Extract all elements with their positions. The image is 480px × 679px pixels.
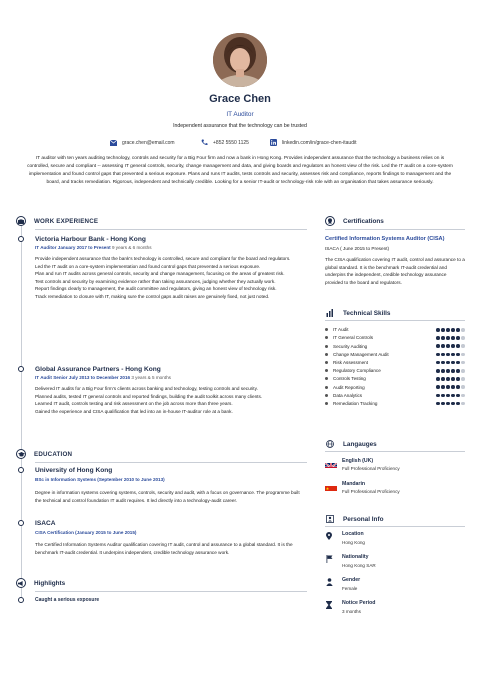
- profile-photo: [213, 33, 267, 87]
- job-bullet: Track remediation to closure with IT, making sure the control gaps audit raises are genuinely fixed, not just noted.: [35, 293, 270, 299]
- job-role-dates: [35, 375, 171, 380]
- rating-dot-filled: [436, 328, 440, 332]
- chart-bars-icon: [325, 308, 335, 318]
- rating-dot-filled: [451, 344, 455, 348]
- section-divider: [325, 526, 465, 527]
- skill-rating: [436, 394, 465, 398]
- notice-period-value: 3 months: [342, 609, 361, 614]
- person-icon: [325, 577, 333, 586]
- skill-rating: [436, 385, 465, 389]
- bullet-icon: [325, 369, 328, 372]
- timeline-dot: [18, 597, 24, 603]
- linkedin-contact[interactable]: [270, 139, 356, 146]
- bullet-icon: [325, 328, 328, 331]
- nationality-value: Hong Kong SAR: [342, 563, 376, 568]
- email-icon: [110, 139, 117, 146]
- skill-rating: [436, 344, 465, 348]
- skill-row: [325, 383, 465, 391]
- rating-dot-empty: [461, 377, 465, 381]
- rating-dot-filled: [456, 336, 460, 340]
- rating-dot-filled: [446, 402, 450, 406]
- rating-dot-filled: [456, 394, 460, 398]
- education-description: Degree in information systems covering systems, controls, security and audit, with a focus on governance. The programme built the technical and control foundation IT audit requires. It led directly into a technology-audit career.: [35, 490, 300, 503]
- rating-dot-filled: [456, 353, 460, 357]
- linkedin-icon: [270, 139, 277, 146]
- bullet-icon: [325, 336, 328, 339]
- rating-dot-filled: [456, 377, 460, 381]
- skill-row: [325, 351, 465, 359]
- skill-name: Security Auditing: [333, 343, 368, 349]
- timeline-dot: [18, 236, 24, 242]
- school-name: University of Hong Kong: [35, 467, 113, 474]
- skill-name: IT General Controls: [333, 335, 374, 341]
- rating-dot-filled: [441, 328, 445, 332]
- section-divider: [35, 591, 307, 592]
- job-employer: Victoria Harbour Bank - Hong Kong: [35, 236, 146, 243]
- personal-info-header: [325, 514, 383, 524]
- rating-dot-filled: [436, 336, 440, 340]
- highlight-item: Caught a serious exposure: [35, 597, 100, 603]
- education-header: [16, 449, 72, 459]
- rating-dot-filled: [451, 394, 455, 398]
- candidate-name: Grace Chen: [209, 93, 271, 105]
- languages-title: Langauges: [343, 440, 377, 448]
- certificate-icon: [325, 216, 335, 226]
- section-divider: [325, 320, 465, 321]
- rating-dot-filled: [446, 336, 450, 340]
- timeline-dot: [18, 520, 24, 526]
- tagline: Independent assurance that the technology can be trusted: [173, 123, 307, 129]
- section-divider: [325, 229, 465, 230]
- rating-dot-filled: [451, 361, 455, 365]
- job-bullet: Learned IT audit, controls testing and risk assessment on the job across more than three years.: [35, 401, 233, 407]
- rating-dot-filled: [436, 377, 440, 381]
- rating-dot-filled: [436, 394, 440, 398]
- job-role-dates-text: IT Auditor January 2017 to Present: [35, 245, 111, 250]
- rating-dot-filled: [436, 385, 440, 389]
- rating-dot-filled: [446, 385, 450, 389]
- job-bullet: Planned audits, tested IT general controls and reported findings, building the audit toolkit across many clients.: [35, 393, 263, 399]
- rating-dot-filled: [436, 344, 440, 348]
- skill-rating: [436, 328, 465, 332]
- skill-name: Change Management Audit: [333, 351, 389, 357]
- briefcase-icon: [16, 216, 26, 226]
- job-bullet: Led the IT audit on a core-system implementation and found control gaps that prevented a serious exposure.: [35, 263, 261, 269]
- rating-dot-empty: [461, 385, 465, 389]
- cert-title: Certified Information Systems Auditor (CISA): [325, 236, 445, 242]
- rating-dot-filled: [456, 402, 460, 406]
- rating-dot-empty: [461, 336, 465, 340]
- email-contact[interactable]: [110, 139, 175, 146]
- uk-flag-icon: [325, 459, 337, 468]
- location-value: Hong Kong: [342, 540, 365, 545]
- bullet-icon: [325, 353, 328, 356]
- rating-dot-empty: [461, 328, 465, 332]
- job-role-dates: [35, 245, 152, 250]
- timeline-line: [21, 224, 22, 602]
- megaphone-icon: [16, 578, 26, 588]
- job-bullet: Provide independent assurance that the bank's technology is controlled, secure and compliant for the board and regulators.: [35, 256, 291, 261]
- job-bullet: Plan and run IT audits across general controls, security and change management, focusing on the areas of greatest risk.: [35, 271, 285, 277]
- rating-dot-filled: [436, 353, 440, 357]
- school-name: ISACA: [35, 520, 56, 527]
- rating-dot-filled: [446, 394, 450, 398]
- rating-dot-filled: [456, 344, 460, 348]
- gender-label: Gender: [342, 577, 361, 583]
- rating-dot-filled: [451, 377, 455, 381]
- job-description: [35, 255, 307, 301]
- skill-row: [325, 367, 465, 375]
- skill-rating: [436, 361, 465, 365]
- globe-icon: [325, 439, 335, 449]
- skill-row: [325, 392, 465, 400]
- flag-icon: [325, 554, 333, 563]
- personal-info-title: Personal Info: [343, 515, 384, 523]
- rating-dot-filled: [451, 328, 455, 332]
- language-name: English (UK): [342, 458, 374, 464]
- degree-detail: CISA Certification (January 2015 to June 2015): [35, 530, 137, 535]
- skill-row: [325, 359, 465, 367]
- rating-dot-filled: [451, 402, 455, 406]
- skill-rating: [436, 402, 465, 406]
- bullet-icon: [325, 394, 328, 397]
- timeline-dot: [18, 366, 24, 372]
- skill-name: Audit Reporting: [333, 384, 365, 390]
- certifications-header: [325, 216, 384, 226]
- id-card-icon: [325, 514, 335, 524]
- certifications-title: Certifications: [343, 217, 384, 225]
- location-pin-icon: [325, 531, 333, 540]
- rating-dot-filled: [446, 328, 450, 332]
- rating-dot-filled: [451, 369, 455, 373]
- email-text: grace.chen@email.com: [122, 139, 175, 146]
- rating-dot-empty: [461, 369, 465, 373]
- skill-row: [325, 375, 465, 383]
- cert-org-dates: ISACA ( June 2015 to Present): [325, 246, 390, 251]
- cert-description: The CISA qualification covering IT audit, control and assurance to a global standard. It is the benchmark IT-audit credential and underpins the independent, credible technology assurance provided to the board and regulators.: [325, 257, 465, 285]
- skill-row: [325, 326, 465, 334]
- highlights-title: Highlights: [34, 579, 66, 587]
- language-level: Full Professional Proficiency: [342, 489, 400, 494]
- bullet-icon: [325, 386, 328, 389]
- rating-dot-filled: [446, 361, 450, 365]
- skill-name: Data Analytics: [333, 392, 363, 398]
- rating-dot-filled: [446, 369, 450, 373]
- language-level: Full Professional Proficiency: [342, 466, 400, 471]
- rating-dot-filled: [441, 402, 445, 406]
- rating-dot-filled: [441, 377, 445, 381]
- graduation-cap-icon: [16, 449, 26, 459]
- job-description: [35, 385, 307, 415]
- bullet-icon: [325, 377, 328, 380]
- education-title: EDUCATION: [34, 450, 73, 458]
- rating-dot-empty: [461, 394, 465, 398]
- rating-dot-filled: [446, 377, 450, 381]
- job-bullet: Test controls and security by examining evidence rather than taking assurances, judging whether they actually work.: [35, 278, 276, 284]
- skill-name: IT Audit: [333, 327, 349, 333]
- rating-dot-filled: [441, 369, 445, 373]
- rating-dot-filled: [441, 394, 445, 398]
- job-title: IT Auditor: [226, 111, 254, 118]
- skill-row: [325, 334, 465, 342]
- section-divider: [35, 229, 307, 230]
- skills-header: [325, 308, 390, 318]
- phone-text: +852 5550 1125: [213, 139, 249, 146]
- rating-dot-empty: [461, 361, 465, 365]
- rating-dot-filled: [436, 361, 440, 365]
- skill-rating: [436, 353, 465, 357]
- rating-dot-empty: [461, 402, 465, 406]
- notice-period-label: Notice Period: [342, 600, 376, 606]
- job-bullet: Report findings clearly to management, the audit committee and regulators, giving an honest view of technology risk.: [35, 286, 277, 292]
- rating-dot-filled: [441, 385, 445, 389]
- rating-dot-filled: [451, 353, 455, 357]
- bullet-icon: [325, 402, 328, 405]
- skill-name: Risk Assessment: [333, 360, 368, 366]
- phone-contact[interactable]: [201, 139, 249, 146]
- rating-dot-filled: [441, 353, 445, 357]
- work-experience-title: WORK EXPERIENCE: [34, 217, 99, 225]
- hourglass-icon: [325, 600, 333, 609]
- bullet-icon: [325, 345, 328, 348]
- rating-dot-filled: [451, 336, 455, 340]
- rating-dot-empty: [461, 344, 465, 348]
- bullet-icon: [325, 361, 328, 364]
- rating-dot-filled: [441, 336, 445, 340]
- job-employer: Global Assurance Partners - Hong Kong: [35, 366, 161, 373]
- skill-row: [325, 400, 465, 408]
- skill-row: [325, 342, 465, 350]
- phone-icon: [201, 139, 208, 146]
- rating-dot-filled: [451, 385, 455, 389]
- timeline-dot: [18, 467, 24, 473]
- contact-bar: [0, 139, 480, 149]
- job-role-dates-text: IT Audit Senior July 2013 to December 2016: [35, 375, 131, 380]
- language-name: Mandarin: [342, 481, 366, 487]
- education-description: The Certified Information Systems Auditor qualification covering IT audit, control and assurance to a global standard. It is the benchmark IT-audit credential. It underpins independent, credible technology assurance work.: [35, 542, 293, 555]
- skill-name: Remediation Tracking: [333, 401, 378, 407]
- rating-dot-filled: [446, 344, 450, 348]
- highlights-header: [16, 578, 65, 588]
- job-duration: 3 years & 5 months: [131, 375, 171, 380]
- profile-summary: IT auditor with ten years auditing technology, controls and security for a Big Four firm and now a bank in Hong Kong. Provides independent assurance that the technology a business relies on is controlled, secure and compliant -- assessing IT general controls, security, change management and data, and giving boards and regulators an honest view of the risk. Led the IT audit on a core-system implementation and found control gaps that prevented a serious exposure. Plans and runs IT audits, tests controls and security, assesses risk and compliance, reports findings to management and the board, and tracks remediation. Rigorous, independent and technically credible. Looking for a senior IT-audit or technology-risk role with an organisation that takes assurance seriously.: [27, 156, 453, 185]
- skill-rating: [436, 336, 465, 340]
- china-flag-icon: [325, 482, 337, 491]
- rating-dot-filled: [456, 369, 460, 373]
- rating-dot-filled: [456, 361, 460, 365]
- work-experience-header: [16, 216, 98, 226]
- gender-value: Female: [342, 586, 358, 591]
- job-duration: 9 years & 6 months: [111, 245, 152, 250]
- section-divider: [325, 451, 465, 452]
- rating-dot-filled: [436, 369, 440, 373]
- rating-dot-filled: [446, 353, 450, 357]
- rating-dot-filled: [456, 385, 460, 389]
- rating-dot-empty: [461, 353, 465, 357]
- skill-rating: [436, 369, 465, 373]
- rating-dot-filled: [441, 361, 445, 365]
- location-label: Location: [342, 531, 364, 537]
- languages-header: [325, 439, 377, 449]
- job-bullet: Delivered IT audits for a Big Four firm's clients across banking and technology, testing controls and security.: [35, 386, 258, 391]
- skill-name: Controls Testing: [333, 376, 366, 382]
- degree-detail: BSc in Information Systems (September 2010 to June 2013): [35, 477, 165, 482]
- rating-dot-filled: [436, 402, 440, 406]
- linkedin-text: linkedin.com/in/grace-chen-itaudit: [282, 139, 357, 146]
- nationality-label: Nationality: [342, 554, 369, 560]
- section-divider: [35, 462, 307, 463]
- skills-title: Technical Skills: [343, 309, 391, 317]
- skill-name: Regulatory Compliance: [333, 368, 381, 374]
- job-bullet: Gained the experience and CISA qualification that led into an in-house IT-auditor role at a bank.: [35, 408, 233, 414]
- rating-dot-filled: [456, 328, 460, 332]
- rating-dot-filled: [441, 344, 445, 348]
- skill-rating: [436, 377, 465, 381]
